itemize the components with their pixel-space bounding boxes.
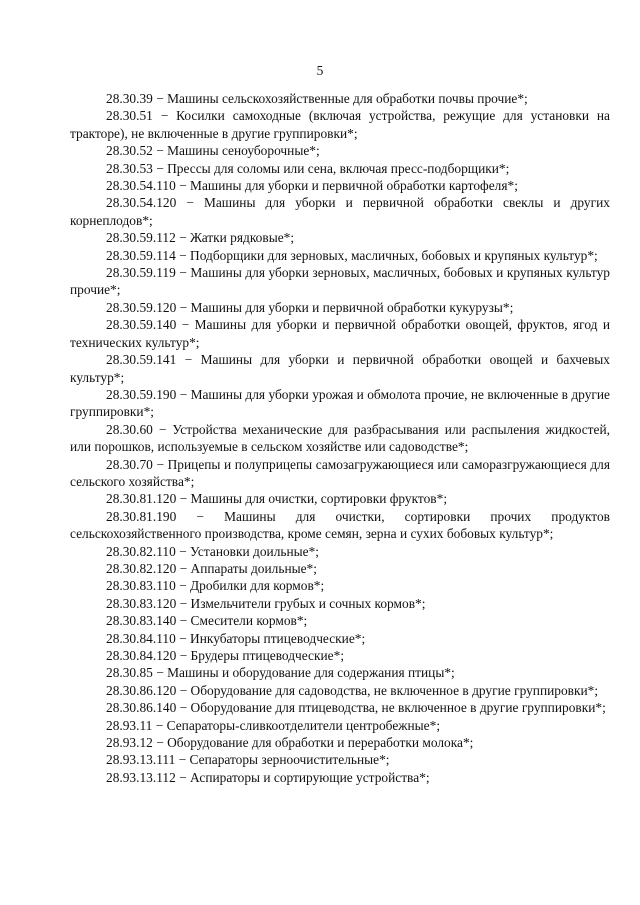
list-item: 28.93.13.112 − Аспираторы и сортирующие устройства*; [106, 769, 430, 785]
list-item: 28.30.83.110 − Дробилки для кормов*; [106, 578, 325, 594]
list-item: 28.30.39 − Машины сельскохозяйственные для обработки почвы прочие*; [106, 91, 528, 106]
list-item: 28.30.82.120 − Аппараты доильные*; [106, 560, 317, 576]
list-item: 28.30.81.190 − Машины для очистки, сортировки прочих продуктов сельскохозяйственного производства, кроме семян, зерна и сухих бобовых культур*; [70, 508, 610, 542]
list-item: 28.30.54.120 − Машины для уборки и первичной обработки свеклы и других корнеплодов*; [70, 195, 610, 228]
list-item: 28.30.86.140 − Оборудование для птицеводства, не включенное в другие группировки*; [106, 700, 606, 716]
list-item: 28.30.82.110 − Установки доильные*; [106, 543, 320, 559]
list-item: 28.30.84.110 − Инкубаторы птицеводческие*; [106, 630, 366, 646]
classifier-list [70, 90, 610, 786]
list-item: 28.30.59.114 − Подборщики для зерновых, масличных, бобовых и крупяных культур*; [106, 247, 598, 263]
list-item: 28.93.12 − Оборудование для обработки и переработки молока*; [106, 735, 474, 751]
list-item: 28.30.59.190 − Машины для уборки урожая и обмолота прочие, не включенные в другие группировки*; [70, 386, 610, 420]
list-item: 28.30.84.120 − Брудеры птицеводческие*; [106, 648, 345, 663]
list-item: 28.30.85 − Машины и оборудование для содержания птицы*; [106, 665, 455, 681]
list-item: 28.93.13.111 − Сепараторы зерноочистительные*; [106, 752, 390, 768]
list-item: 28.30.52 − Машины сеноуборочные*; [106, 143, 320, 159]
list-item: 28.30.59.112 − Жатки рядковые*; [106, 230, 295, 246]
list-item: 28.30.59.119 − Машины для уборки зерновых, масличных, бобовых и крупяных культур прочие*; [70, 265, 610, 298]
list-item: 28.30.86.120 − Оборудование для садоводства, не включенное в другие группировки*; [106, 682, 599, 698]
list-item: 28.30.83.120 − Измельчители грубых и сочных кормов*; [106, 595, 426, 611]
list-item: 28.30.53 − Прессы для соломы или сена, включая пресс-подборщики*; [106, 160, 510, 176]
page-number: 5 [316, 63, 324, 78]
list-item: 28.30.59.141 − Машины для уборки и первичной обработки овощей и бахчевых культур*; [70, 352, 610, 385]
list-item: 28.30.54.110 − Машины для уборки и первичной обработки картофеля*; [106, 178, 518, 194]
list-item: 28.30.83.140 − Смесители кормов*; [106, 613, 308, 629]
list-item: 28.30.70 − Прицепы и полуприцепы самозагружающиеся или саморазгружающиеся для сельского хозяйства*; [70, 456, 610, 489]
list-item: 28.30.59.140 − Машины для уборки и первичной обработки овощей, фруктов, ягод и технических культур*; [70, 317, 610, 350]
list-item: 28.30.60 − Устройства механические для разбрасывания или распыления жидкостей, или порошков, используемые в сельском хозяйстве или садоводстве*; [70, 421, 610, 455]
list-item: 28.93.11 − Сепараторы-сливкоотделители центробежные*; [106, 717, 441, 733]
list-item: 28.30.81.120 − Машины для очистки, сортировки фруктов*; [106, 491, 448, 507]
list-item: 28.30.51 − Косилки самоходные (включая устройства, режущие для установки на тракторе), не включенные в другие группировки*; [70, 108, 610, 141]
list-item: 28.30.59.120 − Машины для уборки и первичной обработки кукурузы*; [106, 299, 514, 315]
